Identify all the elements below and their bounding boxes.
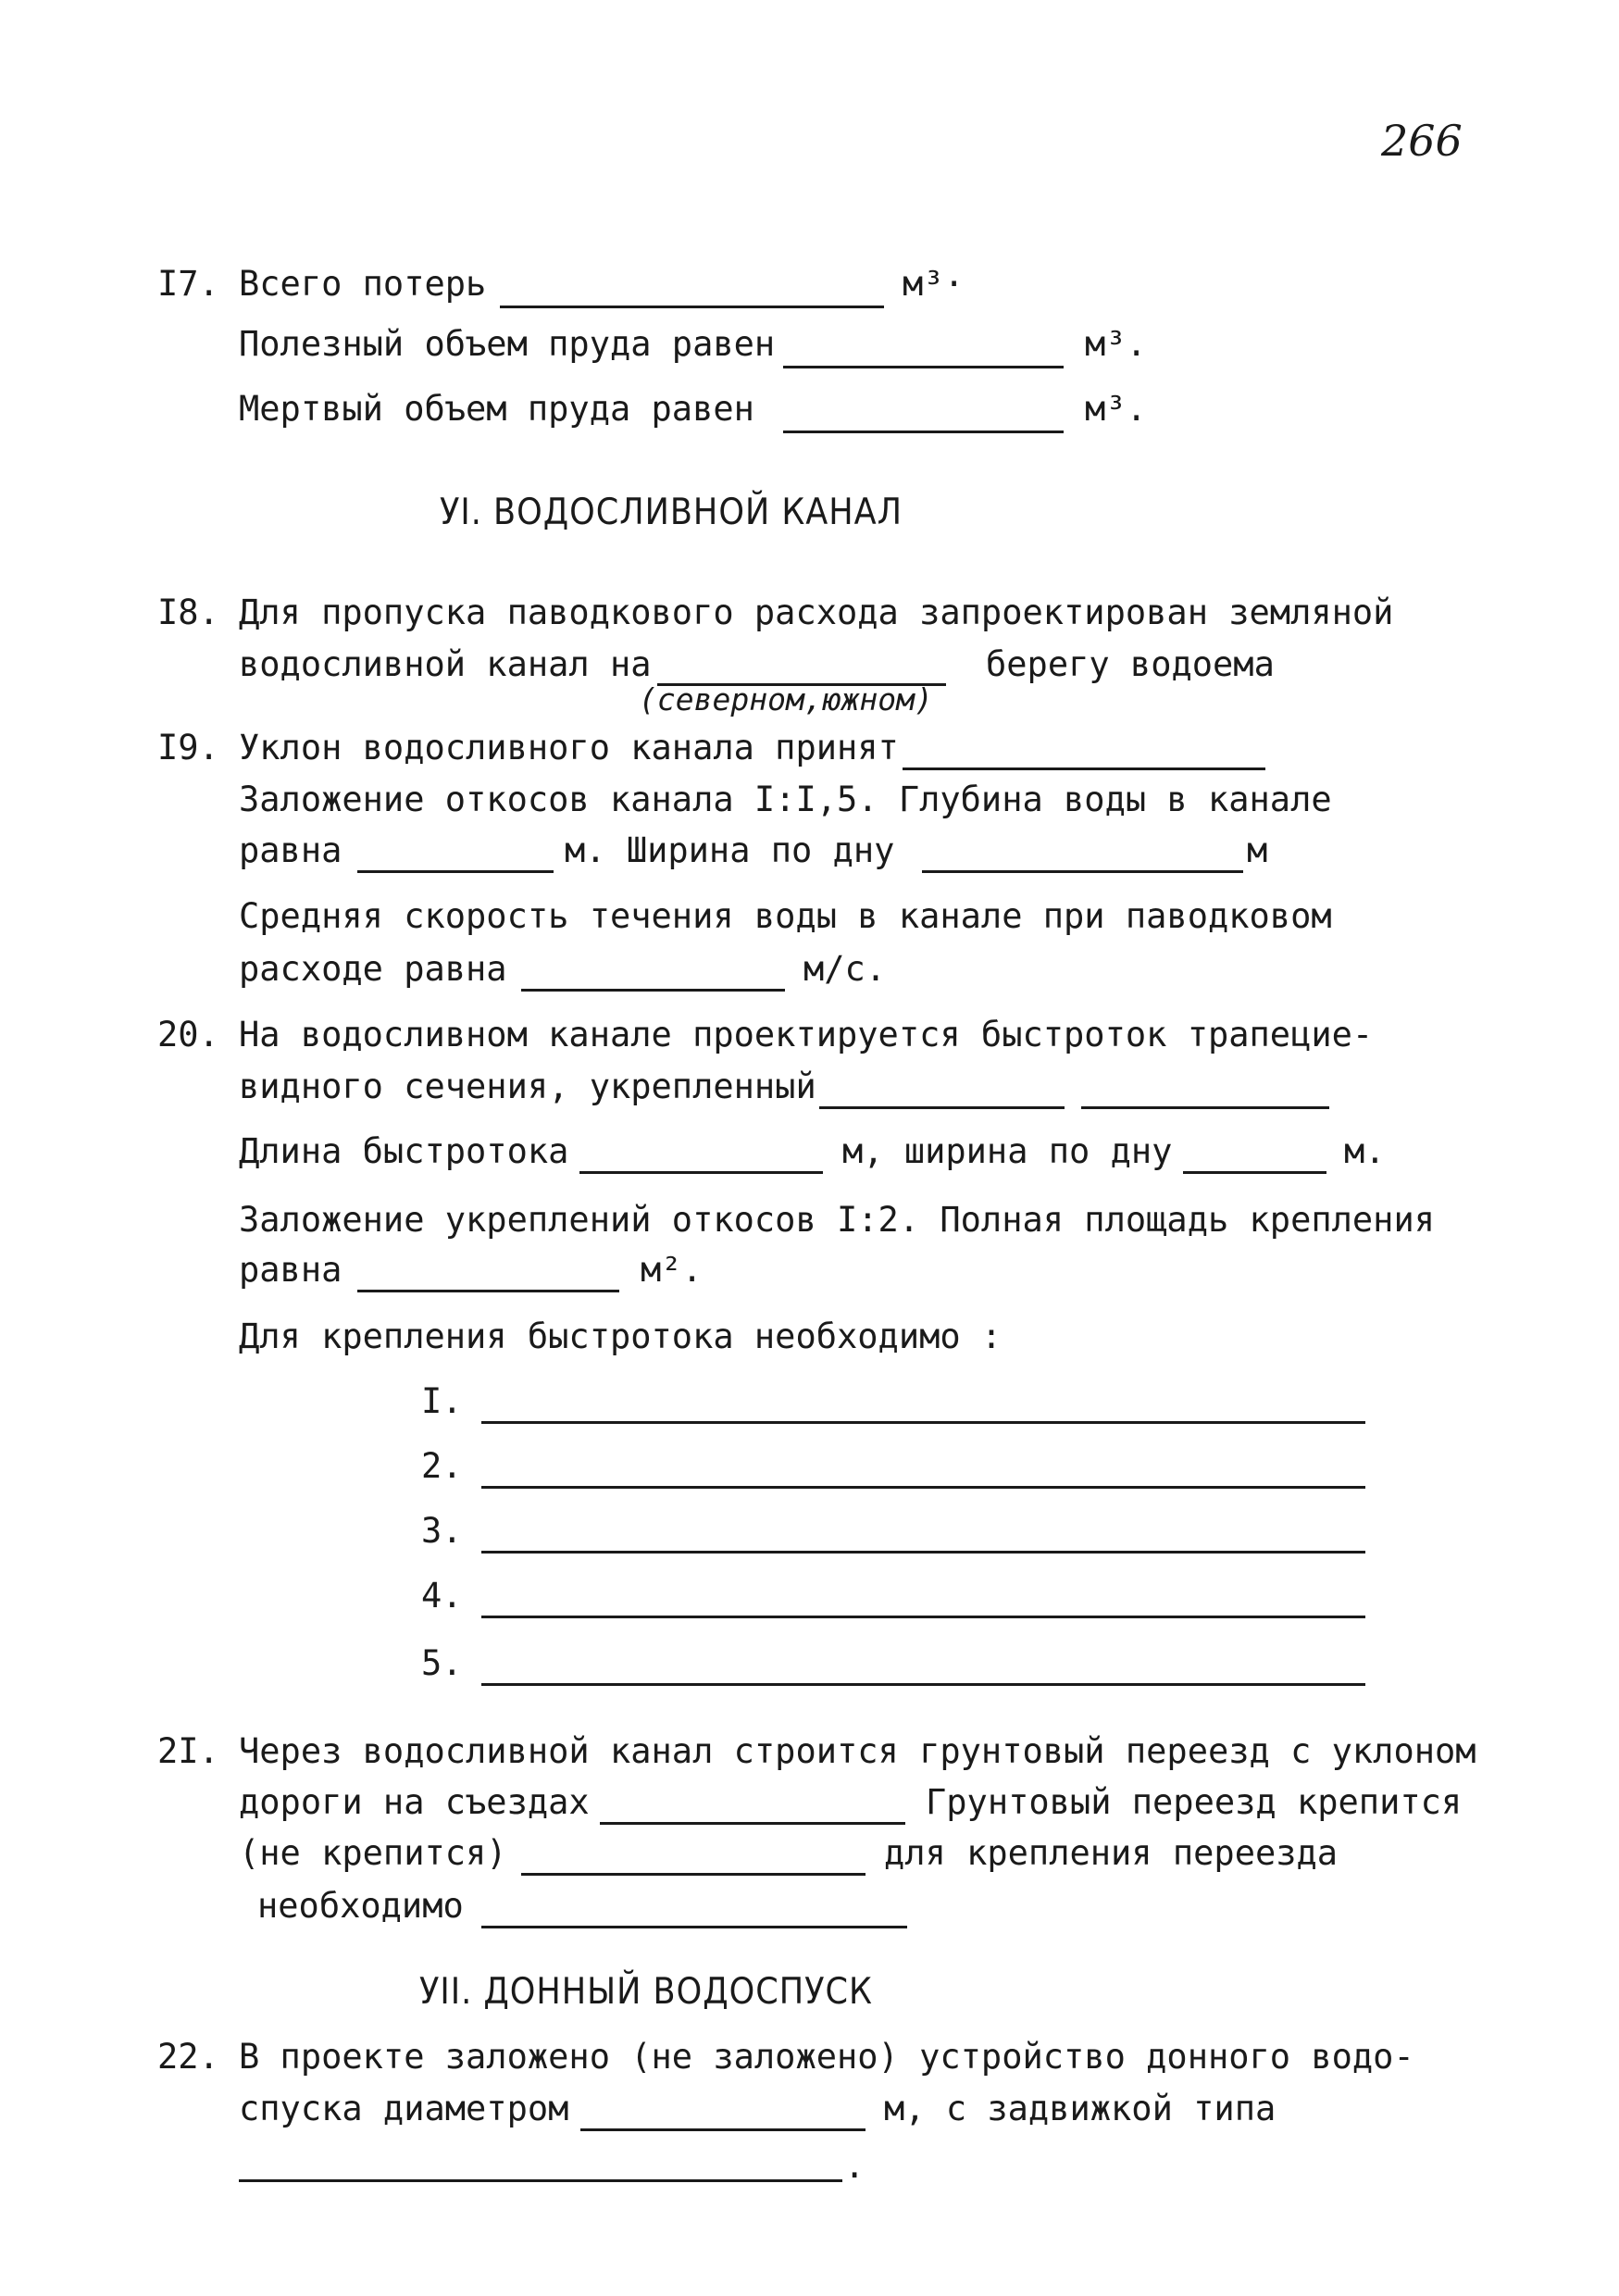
item19-number: I9.: [157, 728, 219, 767]
item17-blank2[interactable]: [783, 366, 1064, 368]
item21-line2a: дороги на съездах: [239, 1782, 590, 1822]
item21-line2b: Грунтовый переезд крепится: [926, 1782, 1463, 1822]
item19-blank1[interactable]: [903, 767, 1265, 770]
item19-line3b: м. Ширина по дну: [565, 830, 895, 870]
item17-unit2: м³.: [1085, 324, 1147, 364]
item22-end: .: [844, 2146, 866, 2186]
item21-line1: Через водосливной канал строится грунтовый переезд с уклоном: [239, 1731, 1476, 1771]
item17-unit1: м³·: [903, 264, 965, 304]
page-number: 266: [1381, 116, 1463, 166]
item19-line1: Уклон водосливного канала принят: [239, 728, 899, 767]
item20-line5b: м².: [641, 1250, 703, 1290]
item20-line4: Заложение укреплений откосов I:2. Полная площадь крепления: [239, 1200, 1436, 1240]
item17-unit3: м³.: [1085, 389, 1147, 429]
item20-number: 20.: [157, 1015, 219, 1054]
item18-hint: (северном,южном): [639, 681, 933, 718]
item20-list-3-blank[interactable]: [481, 1551, 1365, 1554]
item18-line2a: водосливной канал на: [239, 644, 652, 684]
item21-line4: необходимо: [257, 1886, 464, 1926]
item20-line3a: Длина быстротока: [239, 1131, 569, 1171]
item17-blank1[interactable]: [500, 306, 884, 308]
item20-list-5-blank[interactable]: [481, 1683, 1365, 1686]
item17-text3: Мертвый объем пруда равен: [239, 389, 754, 429]
item17-text1: Всего потерь: [239, 264, 487, 304]
item22-line2a: спуска диаметром: [239, 2089, 569, 2128]
item20-list-4-label: 4.: [421, 1576, 463, 1616]
item21-blank3[interactable]: [481, 1926, 907, 1928]
item21-blank2[interactable]: [521, 1873, 866, 1876]
item22-blank1[interactable]: [580, 2128, 866, 2131]
item19-line2: Заложение откосов канала I:I,5. Глубина воды в канале: [239, 780, 1332, 819]
item19-blank4[interactable]: [521, 989, 785, 992]
item22-line1: В проекте заложено (не заложено) устройство донного водо-: [239, 2037, 1414, 2077]
item21-line3a: (не крепится): [239, 1833, 507, 1873]
item20-blank1a[interactable]: [819, 1106, 1065, 1109]
item20-list-1-label: I.: [421, 1381, 463, 1421]
item19-line3c: м: [1247, 830, 1268, 870]
section7-title: УII. ДОННЫЙ ВОДОСПУСК: [419, 1971, 873, 2013]
item22-blank2[interactable]: [239, 2179, 842, 2182]
item19-blank2[interactable]: [357, 870, 554, 873]
item20-blank4[interactable]: [357, 1290, 619, 1292]
item21-line3b: для крепления переезда: [884, 1833, 1339, 1873]
item18-number: I8.: [157, 593, 219, 632]
item19-line5a: расходе равна: [239, 949, 507, 989]
item20-blank1b[interactable]: [1081, 1106, 1329, 1109]
item17-blank3[interactable]: [783, 430, 1064, 433]
item20-line2: видного сечения, укрепленный: [239, 1067, 816, 1106]
item20-list-5-label: 5.: [421, 1643, 463, 1683]
item20-line5a: равна: [239, 1250, 342, 1290]
section6-title: УI. ВОДОСЛИВНОЙ КАНАЛ: [440, 492, 903, 533]
item17-text2: Полезный объем пруда равен: [239, 324, 776, 364]
item20-list-2-blank[interactable]: [481, 1486, 1365, 1489]
item20-line3c: м.: [1344, 1131, 1386, 1171]
item18-line1: Для пропуска паводкового расхода запроектирован земляной: [239, 593, 1394, 632]
item20-blank2[interactable]: [579, 1171, 823, 1174]
item21-number: 2I.: [157, 1731, 219, 1771]
item19-line4: Средняя скорость течения воды в канале при паводковом: [239, 896, 1332, 936]
item20-line1: На водосливном канале проектируется быстроток трапецие-: [239, 1015, 1374, 1054]
item22-number: 22.: [157, 2037, 219, 2077]
item20-blank3[interactable]: [1183, 1171, 1326, 1174]
item19-line5b: м/с.: [803, 949, 887, 989]
item20-list-3-label: 3.: [421, 1511, 463, 1551]
item19-line3a: равна: [239, 830, 342, 870]
item20-line6: Для крепления быстротока необходимо :: [239, 1316, 1003, 1356]
item20-list-1-blank[interactable]: [481, 1421, 1365, 1424]
item18-line2b: берегу водоема: [986, 644, 1275, 684]
item19-blank3[interactable]: [922, 870, 1243, 873]
item17-number: I7.: [157, 264, 219, 304]
item20-line3b: м, ширина по дну: [842, 1131, 1173, 1171]
item22-line2b: м, с задвижкой типа: [884, 2089, 1277, 2128]
item21-blank1[interactable]: [600, 1822, 905, 1825]
item20-list-4-blank[interactable]: [481, 1616, 1365, 1618]
item20-list-2-label: 2.: [421, 1446, 463, 1486]
